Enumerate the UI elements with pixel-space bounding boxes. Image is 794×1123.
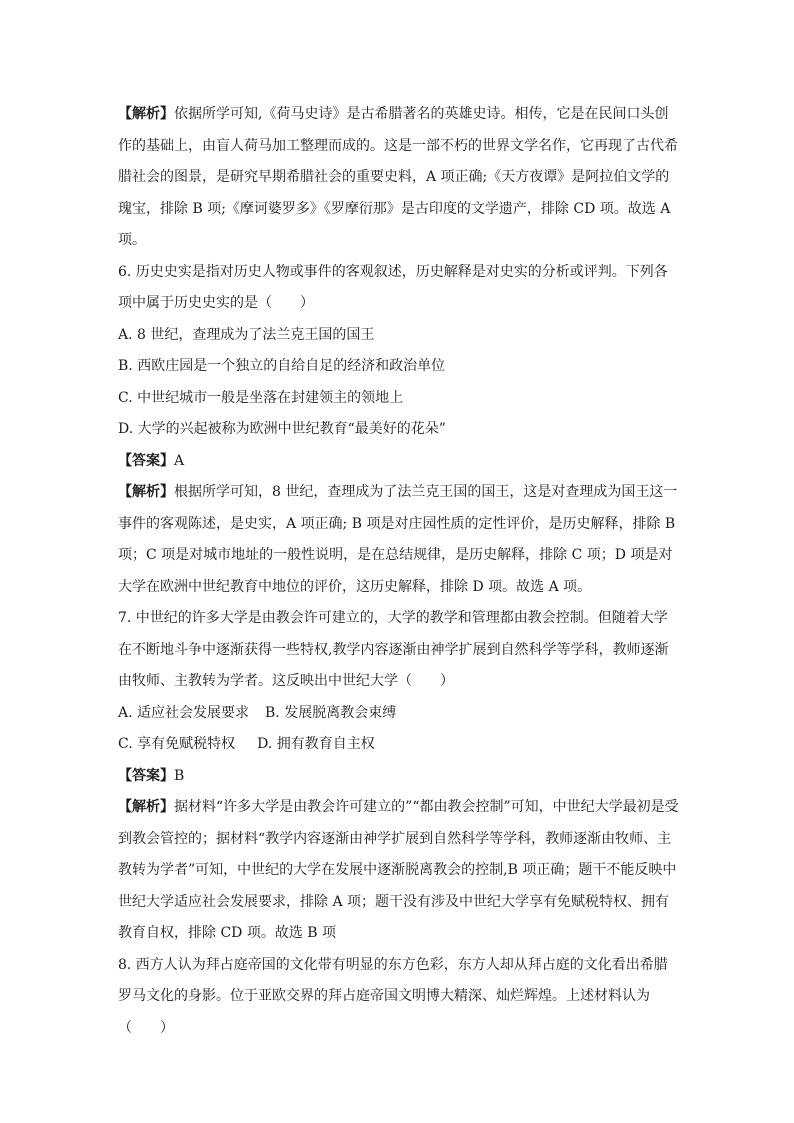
option-c: C. 享有免赋税特权 <box>118 736 236 752</box>
text-line: 项。 <box>118 232 146 248</box>
question-8 <box>118 950 678 1045</box>
analysis-text: 依据所学可知,《荷马史诗》是古希腊著名的英雄史诗。相传，它是在民间口头创 <box>174 106 669 122</box>
option-row-ab <box>118 698 678 730</box>
question-stem: （ ） <box>118 1019 174 1036</box>
question-stem: 7. 中世纪的许多大学是由教会许可建立的，大学的教学和管理都由教会控制。但随着大学 <box>118 610 668 626</box>
answer-tag: 【答案】 <box>118 767 174 784</box>
option-row-cd <box>118 729 678 761</box>
question-stem: 项中属于历史史实的是（ ） <box>118 295 314 311</box>
text-line: 大学在欧洲中世纪教育中地位的评价，这历史解释，排除 D 项。故选 A 项。 <box>118 578 592 595</box>
answer-tag: 【答案】 <box>118 452 174 469</box>
option-c: C. 中世纪城市一般是坐落在封建领主的领地上 <box>118 389 404 406</box>
text-line <box>118 792 678 824</box>
question-stem: 由牧师、主教转为学者。这反映出中世纪大学（ ） <box>118 673 454 689</box>
question-stem: 罗马文化的身影。位于亚欧交界的拜占庭帝国文明博大精深、灿烂辉煌。上述材料认为 <box>118 988 650 1004</box>
answer-line <box>118 446 678 478</box>
text-line: 瑰宝，排除 B 项;《摩诃婆罗多》《罗摩衍那》是古印度的文学遗产，排除 CD 项。故选 A <box>118 200 671 217</box>
text-line: 作的基础上，由盲人荷马加工整理而成的。这是一部不朽的世界文学名作，它再现了古代希 <box>118 137 678 154</box>
analysis-tag: 【解析】 <box>118 484 174 500</box>
analysis-tag: 【解析】 <box>118 106 174 122</box>
question-6 <box>118 257 678 604</box>
text-line: 世纪大学适应社会发展要求，排除 A 项；题干没有涉及中世纪大学享有免赋税特权、拥有 <box>118 893 670 910</box>
option-b: B. 西欧庄园是一个独立的自给自足的经济和政治单位 <box>118 358 446 374</box>
text-line <box>118 477 678 509</box>
question-stem: 在不断地斗争中逐渐获得一些特权,教学内容逐渐由神学扩展到自然科学等学科，教师逐渐 <box>118 641 669 658</box>
analysis-block-5 <box>118 99 678 257</box>
text-line: 项；C 项是对城市地址的一般性说明，是在总结规律，是历史解释，排除 C 项；D 项是对 <box>118 547 673 563</box>
option-d: D. 拥有教育自主权 <box>257 736 375 752</box>
document-content <box>118 99 678 1044</box>
answer-value: B <box>174 767 185 784</box>
analysis-tag: 【解析】 <box>118 799 174 815</box>
analysis-text: 据材料“许多大学是由教会许可建立的”“都由教会控制”可知，中世纪大学最初是受 <box>174 799 679 815</box>
text-line <box>118 99 678 131</box>
text-line: 到教会管控的；据材料“教学内容逐渐由神学扩展到自然科学等学科，教师逐渐由牧师、主 <box>118 830 672 847</box>
analysis-text: 根据所学可知，8 世纪，查理成为了法兰克王国的国王，这是对查理成为国王这一 <box>174 484 678 500</box>
option-a: A. 8 世纪，查理成为了法兰克王国的国王 <box>118 326 375 343</box>
question-7 <box>118 603 678 950</box>
text-line: 事件的客观陈述，是史实，A 项正确; B 项是对庄园性质的定性评价，是历史解释，排除 B <box>118 515 676 532</box>
text-line: 教转为学者”可知，中世纪的大学在发展中逐渐脱离教会的控制,B 项正确；题干不能反映中 <box>118 862 677 878</box>
answer-value: A <box>174 452 185 469</box>
answer-line <box>118 761 678 793</box>
text-line: 腊社会的图景，是研究早期希腊社会的重要史料，A 项正确;《天方夜谭》是阿拉伯文学的 <box>118 169 670 185</box>
text-line: 教育自权，排除 CD 项。故选 B 项 <box>118 925 337 941</box>
question-stem: 6. 历史史实是指对历史人物或事件的客观叙述，历史解释是对史实的分析或评判。下列各 <box>118 263 668 280</box>
option-a: A. 适应社会发展要求 <box>118 704 250 721</box>
option-b: B. 发展脱离教会束缚 <box>265 704 397 721</box>
option-d: D. 大学的兴起被称为欧洲中世纪教育“最美好的花朵” <box>118 421 446 437</box>
question-stem: 8. 西方人认为拜占庭帝国的文化带有明显的东方色彩，东方人却从拜占庭的文化看出希腊 <box>118 956 668 973</box>
